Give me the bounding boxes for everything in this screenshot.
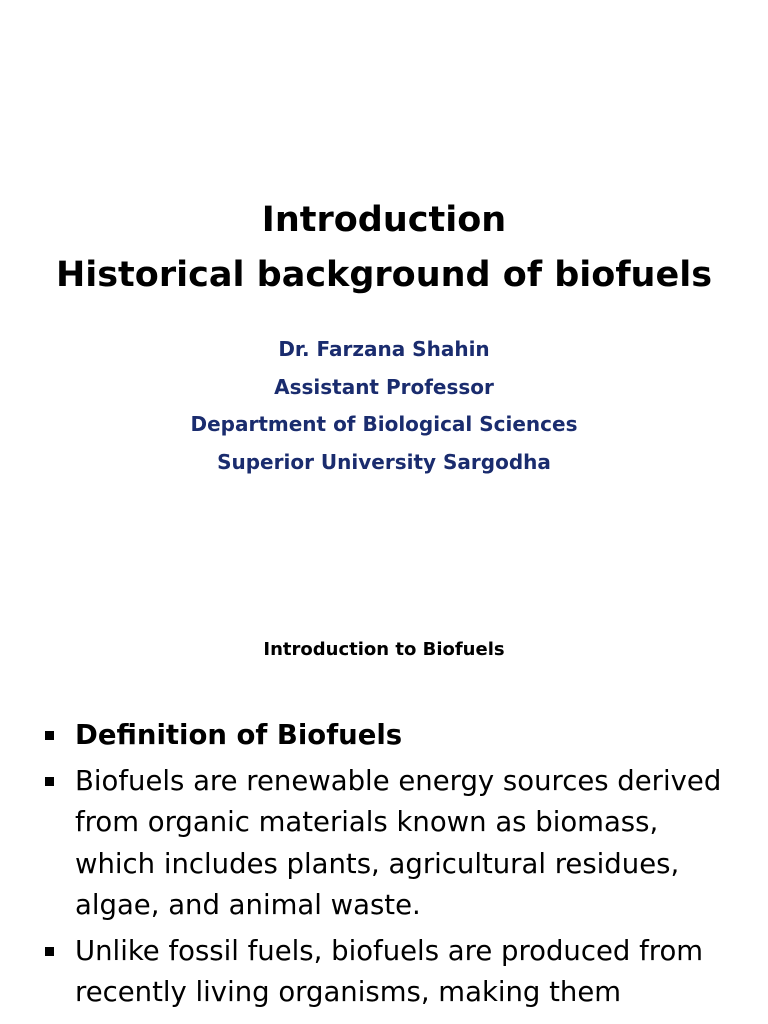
- bullet-item-unlike-fossil: [44, 931, 744, 1014]
- bullet-item-biofuels-renewable: [44, 761, 744, 927]
- section-heading: Introduction to Biofuels: [263, 639, 505, 660]
- bullet-list: [44, 715, 744, 1018]
- author-info: [0, 331, 768, 481]
- bullet-square-icon: [45, 777, 54, 786]
- title-line-1: Introduction: [261, 200, 507, 240]
- bullet-text: Biofuels are renewable energy sources derived from organic materials known as biomass, which includes plants, agricultural residues, algae, and animal waste.: [75, 764, 722, 921]
- author-name: Dr. Farzana Shahin: [278, 337, 490, 361]
- bullet-text: Definition of Biofuels: [75, 719, 403, 751]
- slide-title: [0, 193, 768, 303]
- bullet-square-icon: [45, 731, 54, 740]
- title-line-2: Historical background of biofuels: [55, 255, 713, 295]
- bullet-square-icon: [45, 947, 54, 956]
- author-position: Assistant Professor: [274, 374, 494, 399]
- bullet-text: Unlike fossil fuels, biofuels are produced from recently living organisms, making them: [75, 934, 704, 1008]
- bullet-item-definition: [44, 715, 744, 757]
- author-department: Department of Biological Sciences: [190, 412, 578, 436]
- author-university: Superior University Sargodha: [217, 449, 551, 474]
